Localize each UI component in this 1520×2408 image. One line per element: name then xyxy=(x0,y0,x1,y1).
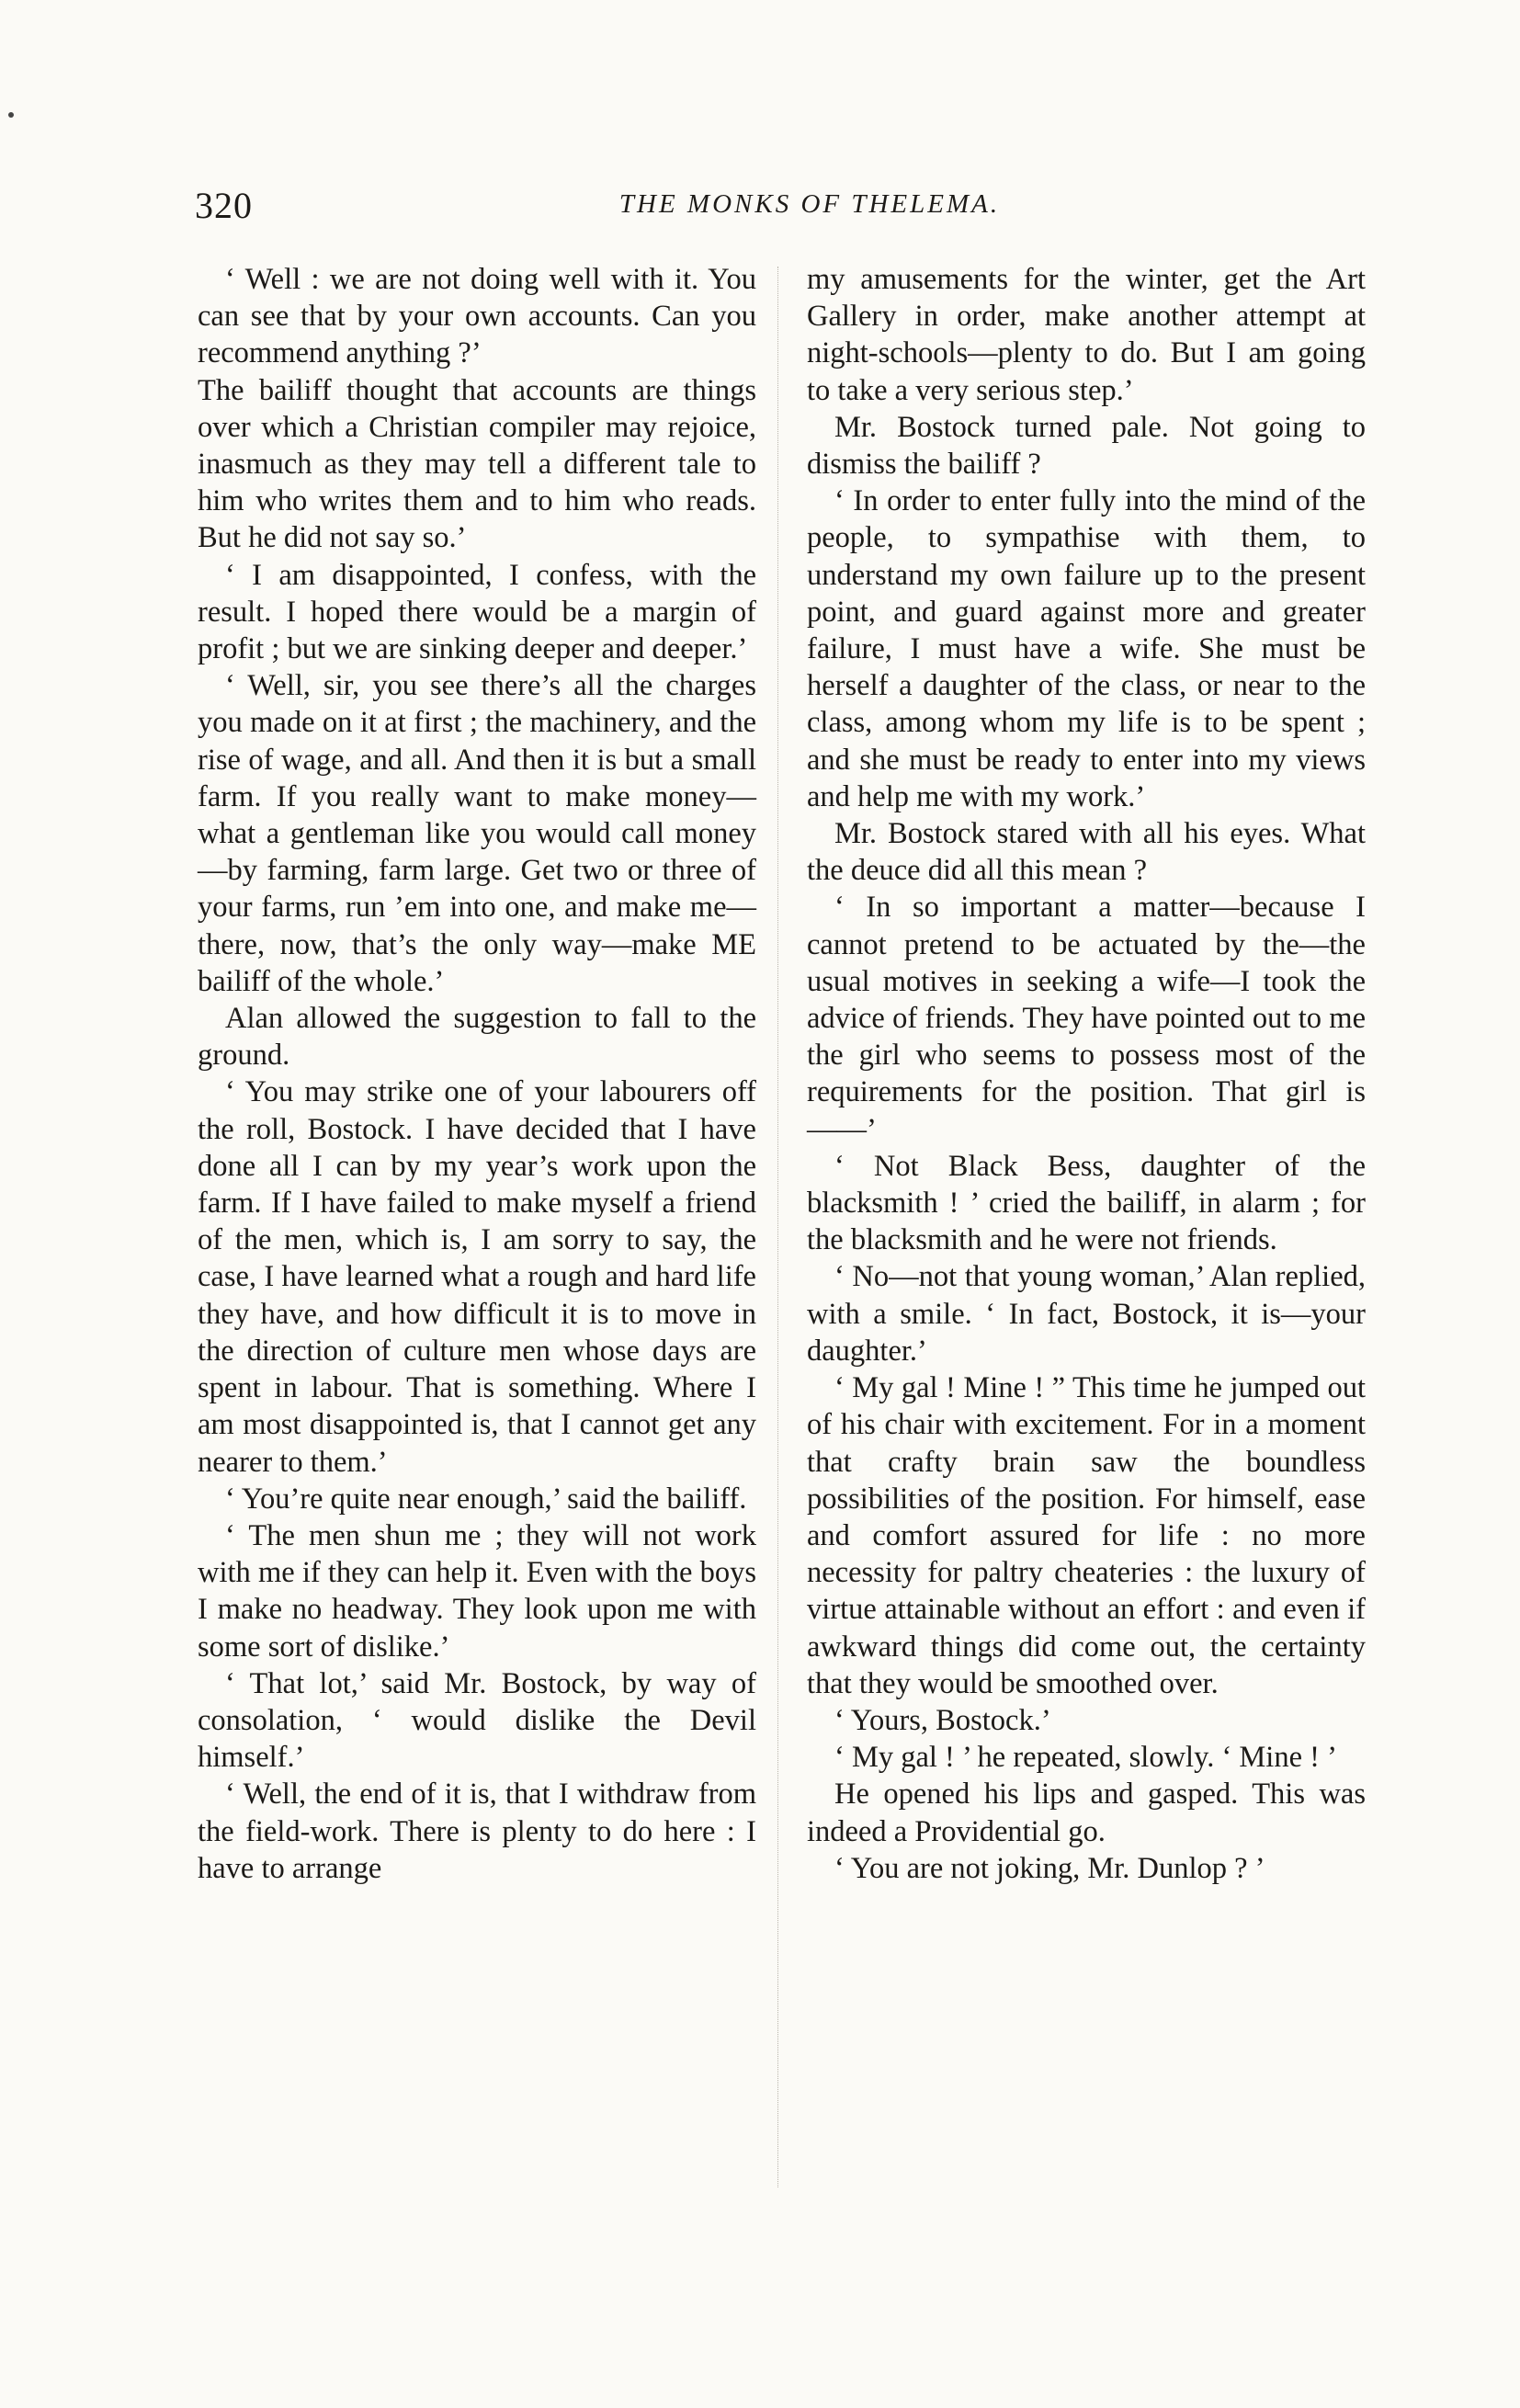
paragraph: ‘ You’re quite near enough,’ said the bailiff. xyxy=(225,1482,747,1516)
paragraph: ‘ You are not joking, Mr. Dunlop ? ’ xyxy=(834,1851,1265,1885)
paragraph: ‘ I am disappointed, I confess, with the result. I hoped there would be a margin of profit ; but we are sinking deeper and deeper.’ xyxy=(198,558,756,666)
page-number: 320 xyxy=(195,185,253,226)
paragraph: Mr. Bostock turned pale. Not going to dismiss the bailiff ? xyxy=(807,410,1366,482)
paragraph: Mr. Bostock stared with all his eyes. What the deuce did all this mean ? xyxy=(807,817,1366,888)
margin-dot xyxy=(8,112,14,118)
paragraph: ‘ Not Black Bess, daughter of the blacksmith ! ’ cried the bailiff, in alarm ; for the blacksmith and he were not friends. xyxy=(807,1149,1366,1257)
paragraph: ‘ No—not that young woman,’ Alan replied, with a smile. ‘ In fact, Bostock, it is—your daughter.’ xyxy=(807,1260,1366,1368)
paragraph: He opened his lips and gasped. This was indeed a Providential go. xyxy=(807,1778,1366,1848)
column-divider xyxy=(777,267,778,2187)
paragraph: ‘ Well : we are not doing well with it. You can see that by your own accounts. Can you recommend anything ?’ xyxy=(198,263,756,370)
paragraph: my amusements for the winter, get the Art Gallery in order, make another attempt at night-schools—plenty to do. But I am going to take a very serious step.’ xyxy=(807,263,1366,407)
paragraph: ‘ The men shun me ; they will not work with me if they can help it. Even with the boys I make no headway. They look upon me with some sort of dislike.’ xyxy=(198,1518,756,1664)
paragraph: Alan allowed the suggestion to fall to the ground. xyxy=(198,1002,756,1073)
paragraph: ‘ You may strike one of your labourers off the roll, Bostock. I have decided that I have done all I can by my year’s work upon the farm. If I have failed to make myself a friend of the men, which is, I am sorry to say, the case, I have learned what a rough and hard life they have, and how difficult it is to move in the direction of culture men whose days are spent in labour. That is something. Where I am most disappointed is, that I cannot get any nearer to them.’ xyxy=(198,1075,756,1479)
paragraph: ‘ That lot,’ said Mr. Bostock, by way of consolation, ‘ would dislike the Devil himself.’ xyxy=(198,1666,756,1775)
right-column xyxy=(807,261,1366,1887)
paragraph: ‘ Well, the end of it is, that I withdraw from the field-work. There is plenty to do here : I have to arrange xyxy=(198,1778,756,1885)
paragraph: ‘ Yours, Bostock.’ xyxy=(834,1703,1051,1737)
running-title: THE MONKS OF THELEMA. xyxy=(618,189,1001,219)
paragraph: The bailiff thought that accounts are things over which a Christian compiler may rejoice, inasmuch as they may tell a different tale to him who writes them and to him who reads. But he did not say so.’ xyxy=(198,373,756,555)
left-column xyxy=(198,261,756,1887)
paragraph: ‘ In order to enter fully into the mind of the people, to sympathise with them, to understand my own failure up to the present point, and guard against more and greater failure, I must have a wife. She must be herself a daughter of the class, or near to the class, among whom my life is to be spent ; and she must be ready to enter into my views and help me with my work.’ xyxy=(807,484,1366,813)
paragraph: ‘ Well, sir, you see there’s all the charges you made on it at first ; the machinery, and the rise of wage, and all. And then it is but a small farm. If you really want to make money—what a gentleman like you would call money—by farming, farm large. Get two or three of your farms, run ’em into one, and make me—there, now, that’s the only way—make ME bailiff of the whole.’ xyxy=(198,669,756,998)
paragraph: ‘ In so important a matter—because I cannot pretend to be actuated by the—the usual motives in seeking a wife—I took the advice of friends. They have pointed out to me the girl who seems to possess most of the requirements for the position. That girl is ——’ xyxy=(807,891,1366,1146)
paragraph: ‘ My gal ! ’ he repeated, slowly. ‘ Mine ! ’ xyxy=(834,1741,1337,1775)
page-header xyxy=(195,184,1369,239)
paragraph: ‘ My gal ! Mine ! ” This time he jumped out of his chair with excitement. For in a moment that crafty brain saw the boundless possibilities of the position. For himself, ease and comfort assured for life : no more necessity for paltry cheateries : the luxury of virtue attainable without an effort : and even if awkward things did come out, the certainty that they would be smoothed over. xyxy=(807,1371,1366,1700)
